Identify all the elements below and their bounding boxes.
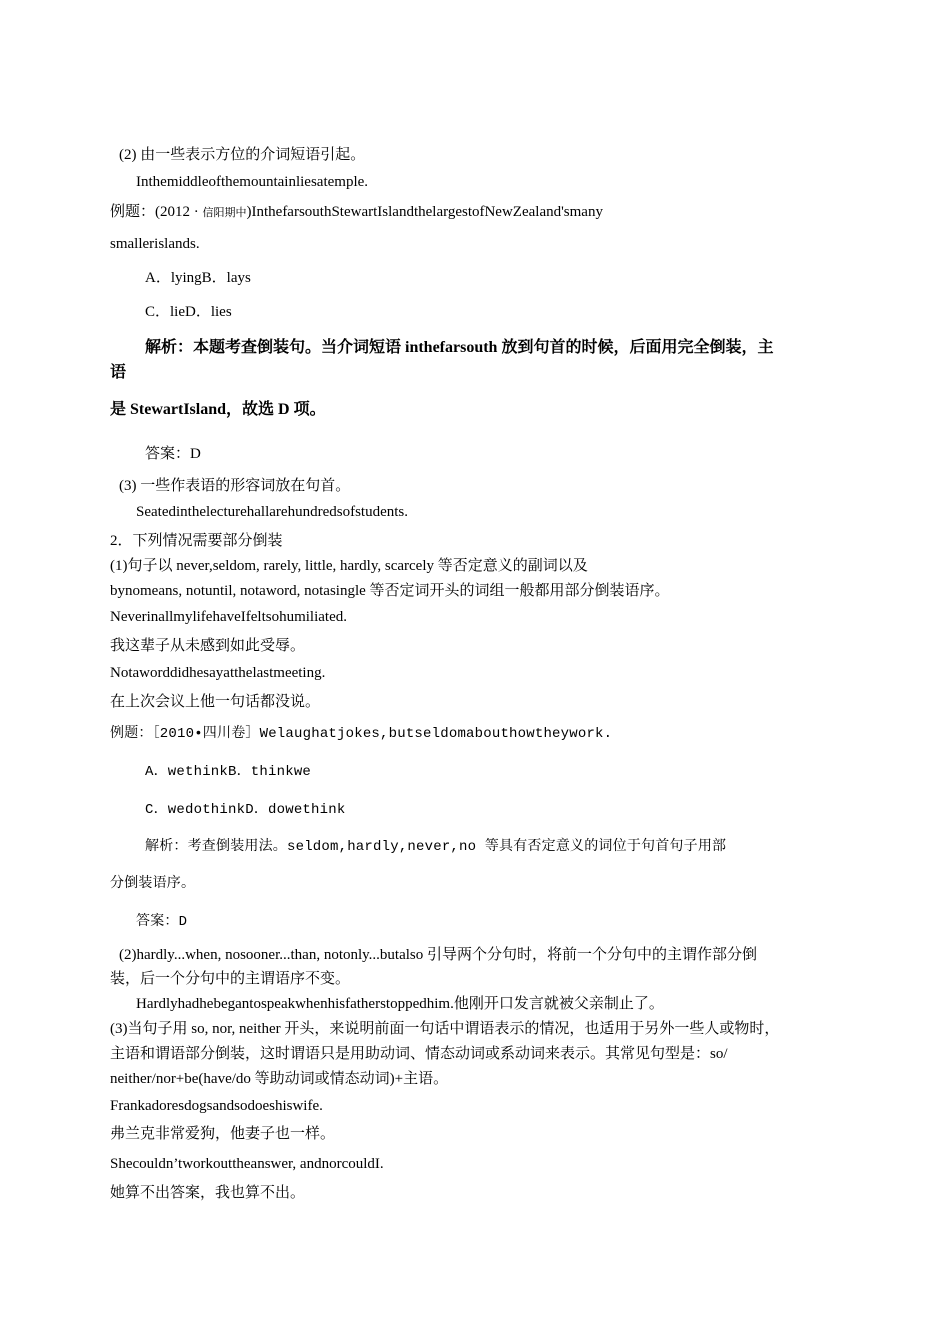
option-ab-2: A．wethinkB．thinkwe — [145, 764, 312, 780]
analysis: 解析：本题考查倒装句。当介词短语 inthefarsouth 放到句首的时候，后面用完全倒装，主 — [145, 339, 774, 356]
example-question: 例题：(2012 · 信阳期中)InthefarsouthStewartIslandthelargestofNewZealand'smany — [110, 204, 603, 220]
subheading-3: (3) 一些作表语的形容词放在句首。 — [119, 478, 351, 494]
example-sentence: Inthemiddleofthemountainliesatemple. — [136, 174, 369, 190]
option-ab: A．lyingB．lays — [145, 270, 251, 286]
translation: 我这辈子从未感到如此受辱。 — [110, 638, 306, 654]
example-question-cont: smallerislands. — [110, 236, 200, 252]
rule-3-cont: 主语和谓语部分倒装，这时谓语只是用助动词、情态动词或系动词来表示。其常见句型是：so/ — [110, 1046, 728, 1062]
rule-2-cont: 装，后一个分句中的主谓语序不变。 — [110, 971, 351, 987]
example-sentence: Frankadoresdogsandsodoeshiswife. — [110, 1098, 323, 1114]
analysis-cont-2: 是 StewartIsland，故选 D 项。 — [110, 401, 326, 418]
rule-2: (2)hardly...when, nosooner...than, notonly...butalso 引导两个分句时，将前一个分句中的主谓作部分倒 — [119, 947, 758, 963]
rule-3-cont-2: neither/nor+be(have/do 等助动词或情态动词)+主语。 — [110, 1071, 449, 1087]
example-sentence: NeverinallmylifehaveIfeltsohumiliated. — [110, 609, 347, 625]
subheading-2: (2) 由一些表示方位的介词短语引起。 — [119, 147, 366, 163]
section-heading-2: 2．下列情况需要部分倒装 — [110, 533, 283, 549]
rule-1: (1)句子以 never,seldom, rarely, little, hardly, scarcely 等否定意义的副词以及 — [110, 558, 588, 574]
example-sentence: Notaworddidhesayatthelastmeeting. — [110, 665, 326, 681]
example-sentence: Seatedinthelecturehallarehundredsofstudents. — [136, 504, 408, 520]
answer: 答案：D — [145, 446, 201, 462]
rule-1-cont: bynomeans, notuntil, notaword, notasingle 等否定词开头的词组一般都用部分倒装语序。 — [110, 583, 670, 599]
example-question-2: 例题：［2010•四川卷］Welaughatjokes,butseldomabouthowtheywork. — [110, 726, 613, 742]
analysis-2-cont: 分倒装语序。 — [110, 876, 196, 892]
example-sentence: Hardlyhadhebegantospeakwhenhisfatherstoppedhim.他刚开口发言就被父亲制止了。 — [136, 996, 664, 1012]
option-cd: C．lieD．lies — [145, 304, 232, 320]
analysis-2: 解析：考查倒装用法。seldom,hardly,never,no 等具有否定意义的词位于句首句子用部 — [145, 839, 727, 855]
translation: 在上次会议上他一句话都没说。 — [110, 694, 321, 710]
example-sentence: Shecouldn’tworkouttheanswer, andnorcouldI. — [110, 1156, 384, 1172]
option-cd-2: C．wedothinkD．dowethink — [145, 802, 346, 818]
rule-3: (3)当句子用 so, nor, neither 开头，来说明前面一句话中谓语表示的情况，也适用于另外一些人或物时， — [110, 1021, 780, 1037]
translation: 她算不出答案，我也算不出。 — [110, 1185, 306, 1201]
answer-2: 答案：D — [136, 914, 188, 930]
analysis-cont: 语 — [110, 364, 127, 381]
translation: 弗兰克非常爱狗，他妻子也一样。 — [110, 1126, 336, 1142]
